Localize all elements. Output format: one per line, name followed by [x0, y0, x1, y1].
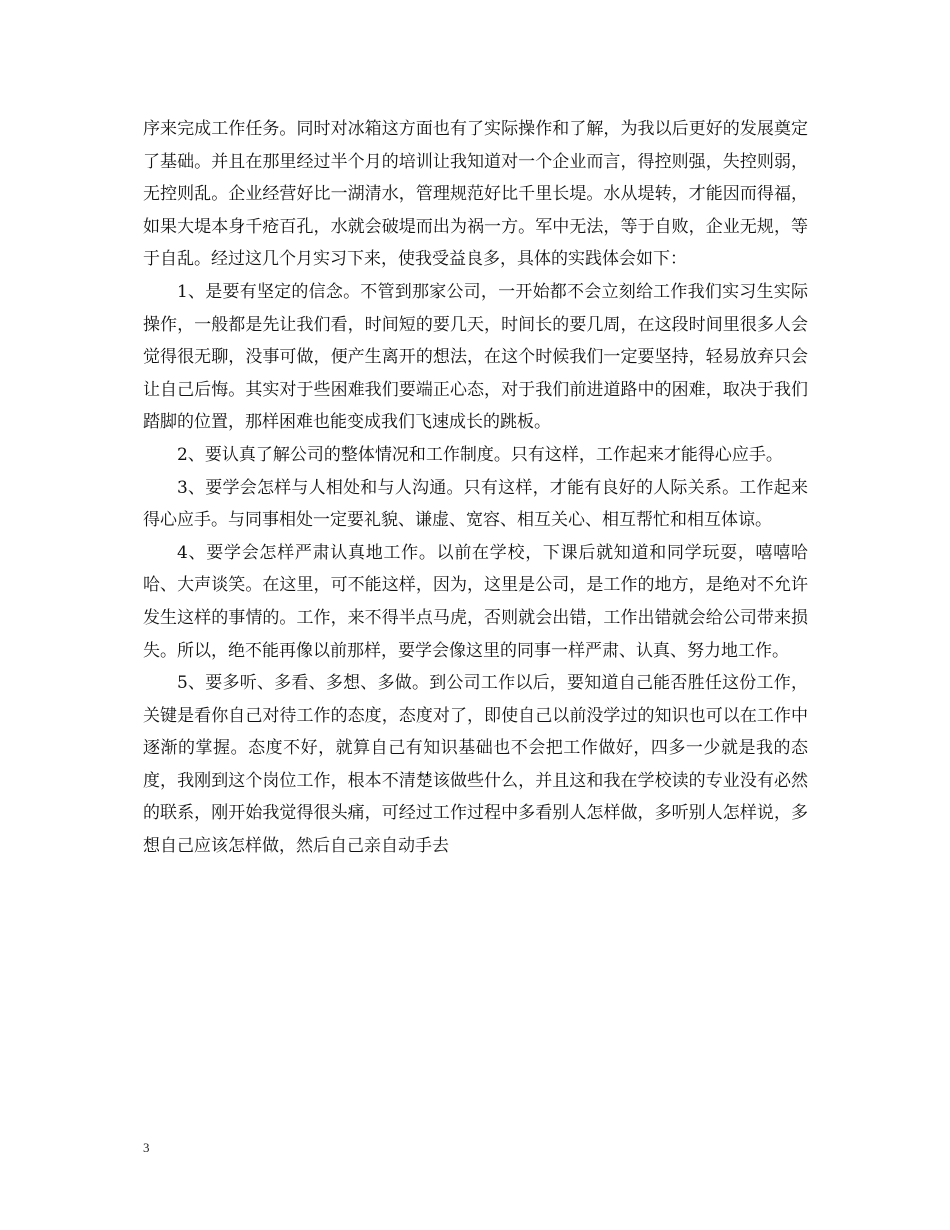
document-body: [143, 113, 808, 863]
paragraph-point-5: 5、要多听、多看、多想、多做。到公司工作以后，要知道自己能否胜任这份工作，关键是看你自己对待工作的态度，态度对了，即使自己以前没学过的知识也可以在工作中逐渐的掌握。态度不好，就算自己有知识基础也不会把工作做好，四多一少就是我的态度，我刚到这个岗位工作，根本不清楚该做些什么，并且这和我在学校读的专业没有必然的联系，刚开始我觉得很头痛，可经过工作过程中多看别人怎样做，多听别人怎样说，多想自己应该怎样做，然后自己亲自动手去: [143, 673, 808, 857]
page-number: 3: [143, 1140, 150, 1155]
paragraph-point-3: 3、要学会怎样与人相处和与人沟通。只有这样，才能有良好的人际关系。工作起来得心应手。与同事相处一定要礼貌、谦虚、宽容、相互关心、相互帮忙和相互体谅。: [143, 477, 808, 531]
paragraph-point-1: 1、是要有坚定的信念。不管到那家公司，一开始都不会立刻给工作我们实习生实际操作，一般都是先让我们看，时间短的要几天，时间长的要几周，在这段时间里很多人会觉得很无聊，没事可做，便产生离开的想法，在这个时候我们一定要坚持，轻易放弃只会让自己后悔。其实对于些困难我们要端正心态，对于我们前进道路中的困难，取决于我们踏脚的位置，那样困难也能变成我们飞速成长的跳板。: [143, 281, 808, 433]
paragraph-point-2: 2、要认真了解公司的整体情况和工作制度。只有这样，工作起来才能得心应手。: [177, 444, 783, 465]
paragraph-point-4: 4、要学会怎样严肃认真地工作。以前在学校，下课后就知道和同学玩耍，嘻嘻哈哈、大声谈笑。在这里，可不能这样，因为，这里是公司，是工作的地方，是绝对不允许发生这样的事情的。工作，来不得半点马虎，否则就会出错，工作出错就会给公司带来损失。所以，绝不能再像以前那样，要学会像这里的同事一样严肃、认真、努力地工作。: [143, 542, 808, 661]
paragraph-intro: 序来完成工作任务。同时对冰箱这方面也有了实际操作和了解，为我以后更好的发展奠定了基础。并且在那里经过半个月的培训让我知道对一个企业而言，得控则强，失控则弱，无控则乱。企业经营好比一湖清水，管理规范好比千里长堤。水从堤转，才能因而得福，如果大堤本身千疮百孔，水就会破堤而出为祸一方。军中无法，等于自败，企业无规，等于自乱。经过这几个月实习下来，使我受益良多，具体的实践体会如下：: [143, 119, 808, 270]
